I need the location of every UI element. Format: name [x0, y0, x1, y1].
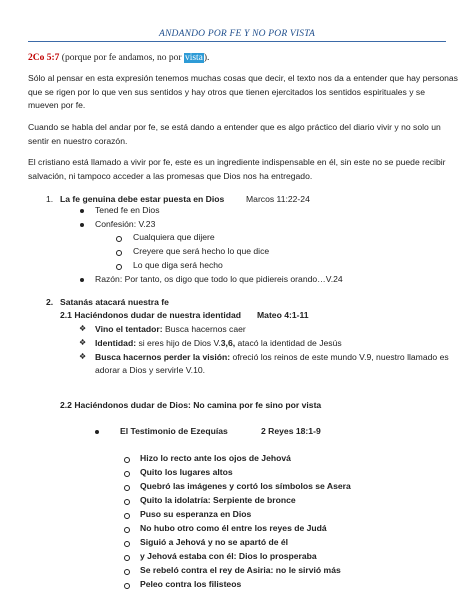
header-rule	[28, 41, 446, 42]
list-item: Vino el tentador: Busca hacernos caer	[95, 324, 246, 334]
diamond-bullet-icon: ❖	[79, 338, 87, 347]
list-item: No hubo otro como él entre los reyes de Judá	[140, 523, 327, 533]
section-1-title: La fe genuina debe estar puesta en Dios	[60, 194, 225, 204]
section-2-number: 2.	[46, 297, 54, 307]
verse-line	[28, 53, 209, 64]
circle-bullet-icon	[116, 236, 122, 242]
list-item: Se rebeló contra el rey de Asiria: no le sirvió más	[140, 565, 341, 575]
list-item: Cualquiera que dijere	[133, 232, 215, 242]
list-item: Busca hacernos perder la visión: ofreció los reinos de este mundo V.9, nuestro llamado es	[95, 352, 449, 362]
list-item: Puso su esperanza en Dios	[140, 509, 252, 519]
verse-highlight: vista	[184, 53, 203, 63]
circle-bullet-icon	[124, 541, 130, 547]
list-item: Quito la idolatría: Serpiente de bronce	[140, 495, 296, 505]
list-item: Quito los lugares altos	[140, 467, 233, 477]
bullet-icon	[80, 223, 84, 227]
section-2-1-ref: Mateo 4:1-11	[257, 310, 309, 320]
circle-bullet-icon	[124, 485, 130, 491]
page-header: ANDANDO POR FE Y NO POR VISTA	[158, 29, 316, 39]
circle-bullet-icon	[124, 527, 130, 533]
list-item: Creyere que será hecho lo que dice	[133, 246, 270, 256]
circle-bullet-icon	[124, 471, 130, 477]
bullet-icon	[95, 430, 99, 434]
verse-ref: 2Co 5:7	[28, 53, 60, 63]
paragraph-3-line-1: El cristiano está llamado a vivir por fe, este es un ingrediente indispensable en él, sin este no se puede recibir	[28, 157, 446, 167]
paragraph-2-line-1: Cuando se habla del andar por fe, se está dando a entender que es algo práctico del diario vivir y no solo un	[28, 122, 441, 132]
paragraph-2-line-2: sentir en nuestro corazón.	[28, 136, 128, 146]
section-2-1-title: 2.1 Haciéndonos dudar de nuestra identidad	[60, 310, 241, 320]
circle-bullet-icon	[124, 569, 130, 575]
list-item: y Jehová estaba con él: Dios lo prosperaba	[140, 551, 317, 561]
section-2-title: Satanás atacará nuestra fe	[60, 297, 169, 307]
diamond-bullet-icon: ❖	[79, 352, 87, 361]
verse-text-a: (porque por fe andamos, no por	[61, 53, 184, 63]
list-item: Hizo lo recto ante los ojos de Jehová	[140, 453, 291, 463]
list-item: Tened fe en Dios	[95, 205, 160, 215]
section-1-ref: Marcos 11:22-24	[246, 194, 310, 204]
list-item: Identidad: si eres hijo de Dios V.3,6, atacó la identidad de Jesús	[95, 338, 342, 348]
list-item: Confesión: V.23	[95, 219, 156, 229]
diamond-bullet-icon: ❖	[79, 324, 87, 333]
list-item: Razón: Por tanto, os digo que todo lo que pidiereis orando…V.24	[95, 274, 343, 284]
paragraph-1-line-3: mueven por fe.	[28, 100, 86, 110]
paragraph-1-line-2: que se rigen por lo que ven sus sentidos y hay otros que tienen ejercitados los sentidos espirituales y se	[28, 87, 425, 97]
section-2-2-title: 2.2 Haciéndonos dudar de Dios: No camina por fe sino por vista	[60, 400, 322, 410]
verse-text-b: ).	[203, 53, 210, 63]
list-item: Siguió a Jehová y no se apartó de él	[140, 537, 289, 547]
paragraph-1-line-1: Sólo al pensar en esta expresión tenemos muchas cosas que decir, el texto nos da a entender que hay personas	[28, 73, 458, 83]
section-1-number: 1.	[46, 194, 54, 204]
paragraph-3-line-2: salvación, ni tampoco acceder a las promesas que Dios nos ha entregado.	[28, 171, 313, 181]
list-item: Quebró las imágenes y cortó los símbolos se Asera	[140, 481, 351, 491]
bullet-icon	[80, 209, 84, 213]
circle-bullet-icon	[124, 555, 130, 561]
circle-bullet-icon	[116, 264, 122, 270]
list-item-continuation: adorar a Dios y servirle V.10.	[95, 365, 206, 375]
testimony-title: El Testimonio de Ezequías	[120, 426, 228, 436]
circle-bullet-icon	[124, 457, 130, 463]
list-item: Lo que diga será hecho	[133, 260, 223, 270]
testimony-ref: 2 Reyes 18:1-9	[261, 426, 321, 436]
circle-bullet-icon	[116, 250, 122, 256]
bullet-icon	[80, 278, 84, 282]
circle-bullet-icon	[124, 499, 130, 505]
list-item: Peleo contra los filisteos	[140, 579, 242, 589]
circle-bullet-icon	[124, 513, 130, 519]
circle-bullet-icon	[124, 583, 130, 589]
